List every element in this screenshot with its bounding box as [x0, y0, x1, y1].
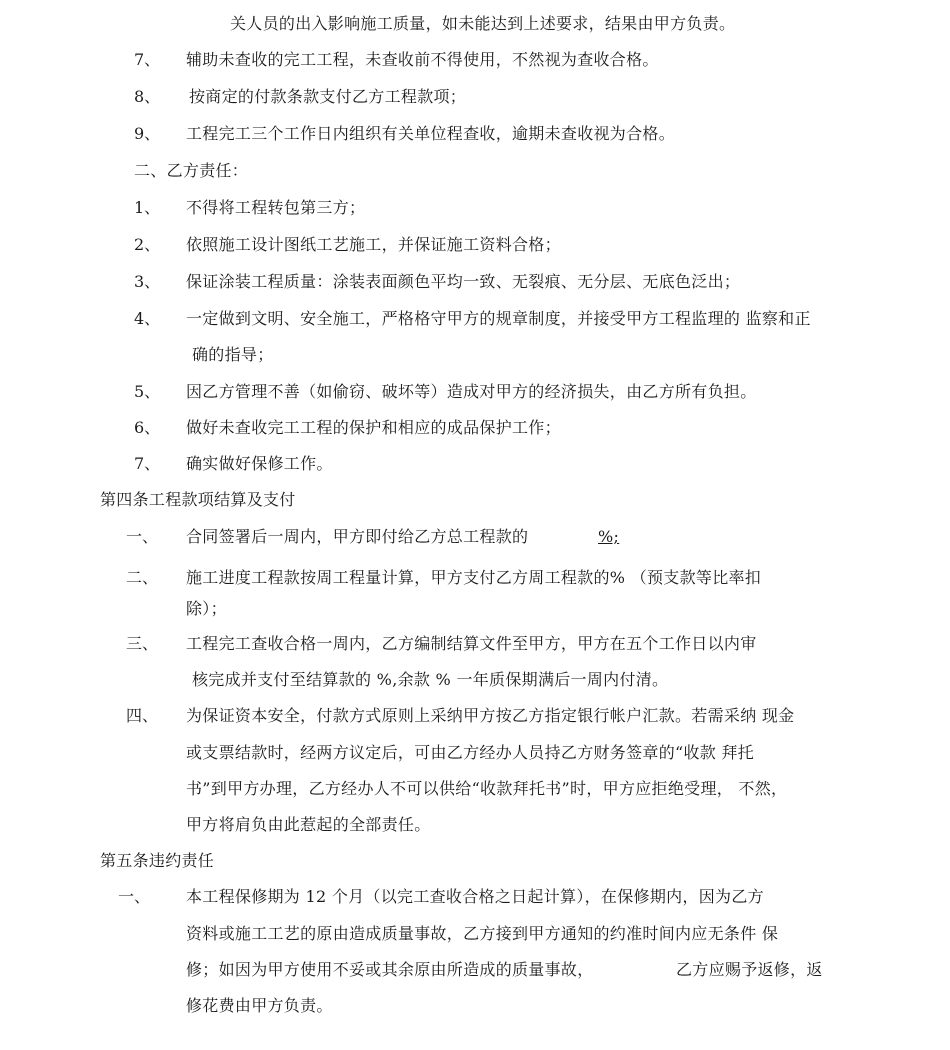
article-heading: 第五条违约责任: [100, 851, 215, 870]
item-number: 1、: [134, 198, 161, 217]
text-line: 或支票结款时，经两方议定后，可由乙方经办人员持乙方财务签章的“收款 拜托: [186, 743, 755, 762]
item-number: 四、: [126, 706, 159, 725]
item-number: 三、: [126, 634, 159, 653]
item-number: 一、: [126, 527, 159, 546]
text-line: 辅助未查收的完工工程，未查收前不得使用，不然视为查收合格。: [186, 50, 659, 69]
text-line: 甲方将肩负由此惹起的全部责任。: [186, 815, 431, 834]
text-line: 除）；: [186, 599, 227, 618]
text-line: 关人员的出入影响施工质量，如未能达到上述要求，结果由甲方负责。: [230, 14, 736, 33]
item-number: 7、: [134, 454, 161, 473]
text-line: 确的指导；: [192, 345, 274, 364]
item-number: 9、: [134, 124, 161, 143]
text-line: 做好未查收完工工程的保护和相应的成品保护工作；: [186, 418, 561, 437]
text-line: 确实做好保修工作。: [186, 454, 333, 473]
percent-blank: %;: [598, 527, 620, 546]
item-number: 一、: [118, 887, 151, 906]
text-line: 资料或施工工艺的原由造成质量事故，乙方接到甲方通知的约准时间内应无条件 保: [186, 924, 779, 943]
text-line: 施工进度工程款按周工程量计算，甲方支付乙方周工程款的% （预支款等比率扣: [186, 568, 762, 587]
item-number: 8、: [134, 87, 161, 106]
item-number: 5、: [134, 382, 161, 401]
text-line: 工程完工三个工作日内组织有关单位程查收，逾期未查收视为合格。: [186, 124, 676, 143]
item-number: 2、: [134, 235, 161, 254]
section-heading: 二、乙方责任：: [134, 161, 249, 180]
text-line: 保证涂装工程质量：涂装表面颜色平均一致、无裂痕、无分层、无底色泛出；: [186, 272, 741, 291]
text-line: 核完成并支付至结算款的 %,余款 % 一年质保期满后一周内付清。: [192, 670, 669, 689]
article-heading: 第四条工程款项结算及支付: [100, 490, 296, 509]
item-number: 二、: [126, 568, 159, 587]
text-line: 依照施工设计图纸工艺施工，并保证施工资料合格；: [186, 235, 561, 254]
text-line: 乙方应赐予返修，返: [676, 960, 823, 979]
text-line: 按商定的付款条款支付乙方工程款项；: [189, 87, 467, 106]
text-line: 修花费由甲方负责。: [186, 996, 333, 1015]
text-line: 一定做到文明、安全施工，严格格守甲方的规章制度，并接受甲方工程监理的 监察和正: [186, 309, 811, 328]
text-line: 因乙方管理不善（如偷窃、破坏等）造成对甲方的经济损失，由乙方所有负担。: [186, 382, 757, 401]
text-line: 书”到甲方办理，乙方经办人不可以供给“收款拜托书”时，甲方应拒绝受理， 不然，: [186, 779, 788, 798]
item-number: 3、: [134, 272, 161, 291]
text-line: 不得将工程转包第三方；: [186, 198, 366, 217]
item-number: 7、: [134, 50, 161, 69]
text-line: 工程完工查收合格一周内，乙方编制结算文件至甲方，甲方在五个工作日以内审: [186, 634, 757, 653]
text-line: 修；如因为甲方使用不妥或其余原由所造成的质量事故，: [186, 960, 594, 979]
text-line: 合同签署后一周内，甲方即付给乙方总工程款的: [186, 527, 529, 546]
text-line: 为保证资本安全，付款方式原则上采纳甲方按乙方指定银行帐户汇款。若需采纳 现金: [186, 706, 795, 725]
item-number: 4、: [134, 309, 161, 328]
text-line: 本工程保修期为 12 个月（以完工查收合格之日起计算），在保修期内，因为乙方: [186, 887, 764, 906]
item-number: 6、: [134, 418, 161, 437]
